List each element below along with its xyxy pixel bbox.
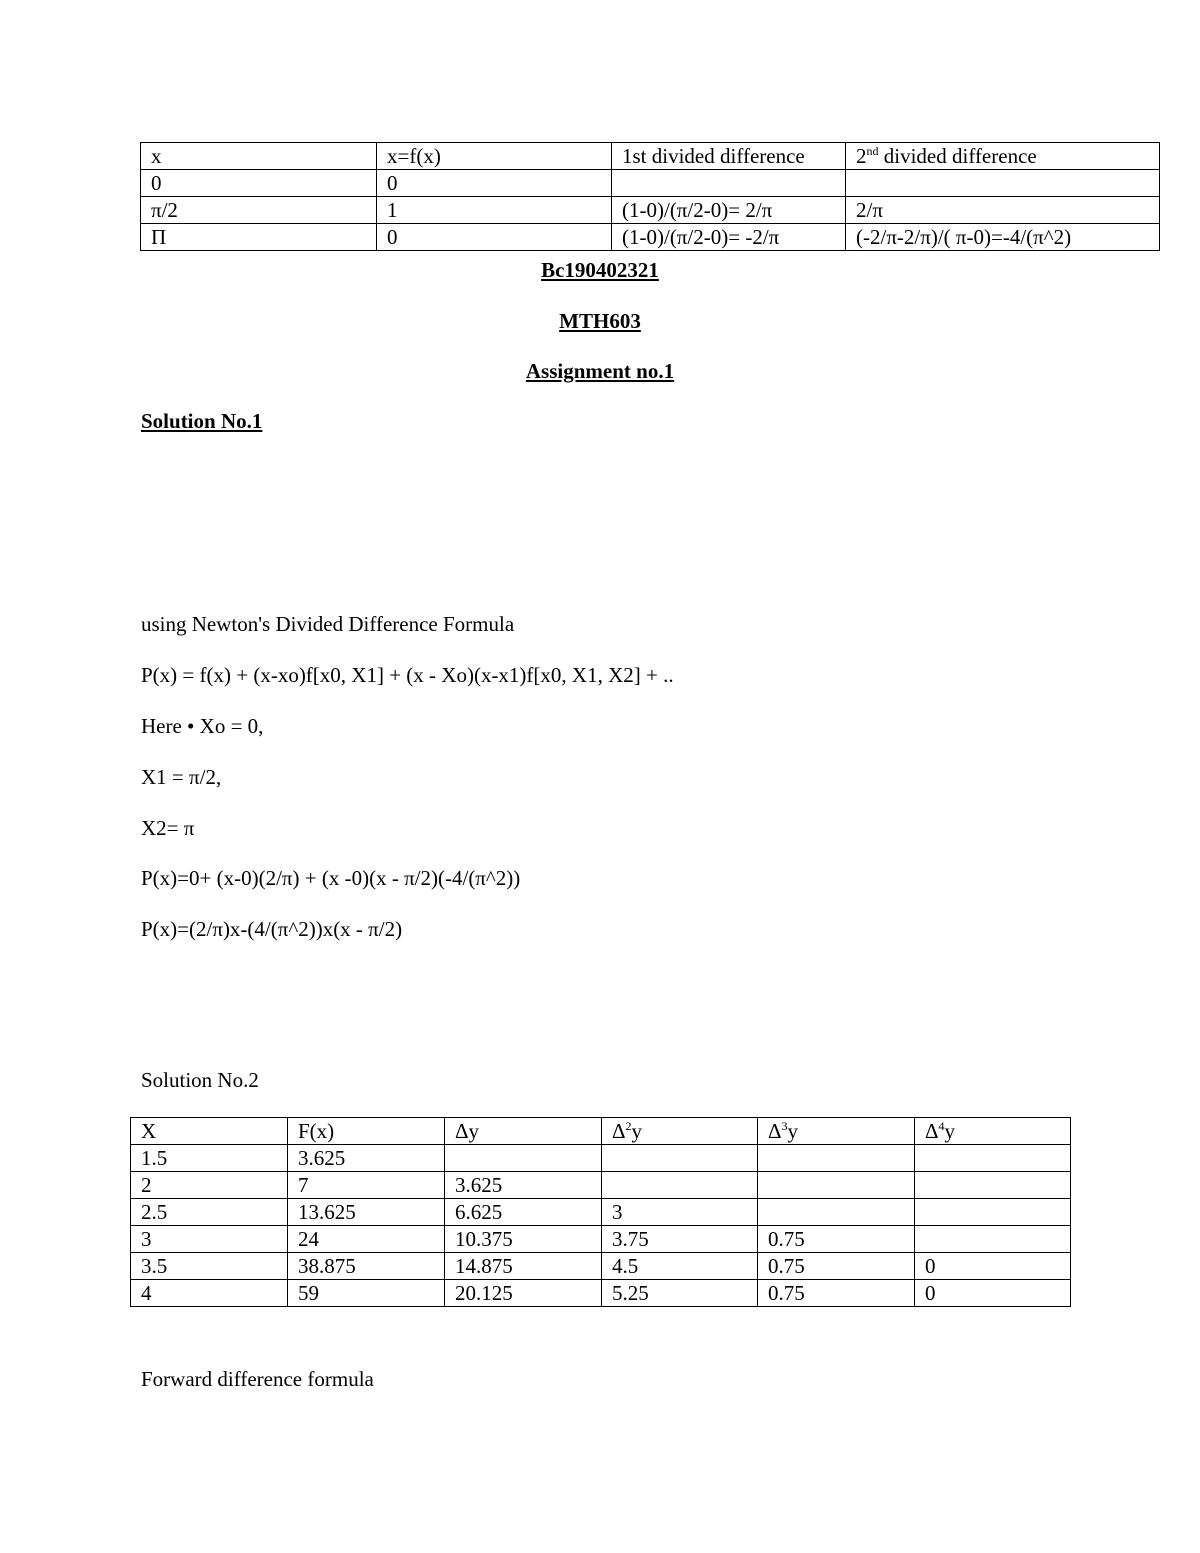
table-cell: 38.875 — [288, 1253, 445, 1280]
table-cell: π/2 — [141, 197, 377, 224]
table-cell: 0.75 — [758, 1253, 915, 1280]
formula-line: X2= π — [141, 816, 195, 840]
forward-difference-heading: Forward difference formula — [141, 1367, 374, 1391]
table-row — [141, 197, 1160, 224]
course-code: MTH603 — [559, 309, 641, 333]
header-cell — [758, 1118, 915, 1145]
formula-line: Here • Xo = 0, — [141, 714, 264, 738]
table-cell — [915, 1199, 1071, 1226]
student-id: Bc190402321 — [541, 258, 659, 282]
table-cell — [758, 1145, 915, 1172]
table-cell: 3 — [602, 1199, 758, 1226]
table-cell — [915, 1172, 1071, 1199]
table-cell: Π — [141, 224, 377, 251]
table-cell: 2.5 — [131, 1199, 288, 1226]
formula-line: P(x)=0+ (x-0)(2/π) + (x -0)(x - π/2)(-4/(π^2)) — [141, 866, 521, 890]
table-cell: 20.125 — [445, 1280, 602, 1307]
superscript: 2 — [625, 1119, 632, 1133]
table-cell: 0.75 — [758, 1226, 915, 1253]
table-cell: 6.625 — [445, 1199, 602, 1226]
table-cell: 2 — [131, 1172, 288, 1199]
table-cell: 3.625 — [445, 1172, 602, 1199]
table-row — [141, 224, 1160, 251]
header-cell — [915, 1118, 1071, 1145]
table-cell: 0 — [377, 224, 612, 251]
table-cell — [915, 1226, 1071, 1253]
table-cell: 1.5 — [131, 1145, 288, 1172]
header-cell: x — [141, 143, 377, 170]
table-cell: 1 — [377, 197, 612, 224]
table-cell — [915, 1145, 1071, 1172]
table-cell: 3.5 — [131, 1253, 288, 1280]
header-text: y — [944, 1119, 956, 1143]
table-cell: 59 — [288, 1280, 445, 1307]
table-cell: (-2/π-2/π)/( π-0)=-4/(π^2) — [846, 224, 1160, 251]
table-cell — [602, 1145, 758, 1172]
forward-difference-table — [130, 1117, 1071, 1307]
header-text: 2 — [856, 144, 867, 168]
table-row — [131, 1253, 1071, 1280]
header-cell: x=f(x) — [377, 143, 612, 170]
solution-1-heading: Solution No.1 — [141, 409, 263, 433]
table-row — [141, 170, 1160, 197]
superscript: 3 — [781, 1119, 788, 1133]
table-cell: 5.25 — [602, 1280, 758, 1307]
header-cell: F(x) — [288, 1118, 445, 1145]
table-cell: 14.875 — [445, 1253, 602, 1280]
header-cell — [602, 1118, 758, 1145]
formula-line: X1 = π/2, — [141, 765, 222, 789]
header-text: y — [631, 1119, 643, 1143]
table-cell — [445, 1145, 602, 1172]
assignment-title: Assignment no.1 — [525, 359, 675, 383]
table-header-row — [141, 143, 1160, 170]
table-cell: 24 — [288, 1226, 445, 1253]
table-cell: 4.5 — [602, 1253, 758, 1280]
table-cell — [758, 1199, 915, 1226]
table-cell: 10.375 — [445, 1226, 602, 1253]
table-row — [131, 1226, 1071, 1253]
header-text: Δ — [925, 1119, 939, 1143]
header-cell: 1st divided difference — [612, 143, 846, 170]
table-cell — [612, 170, 846, 197]
header-cell: Δy — [445, 1118, 602, 1145]
table-cell: 0 — [915, 1253, 1071, 1280]
table-cell: 3.625 — [288, 1145, 445, 1172]
table-cell — [758, 1172, 915, 1199]
table-cell — [846, 170, 1160, 197]
table-row — [131, 1280, 1071, 1307]
table-cell: 3.75 — [602, 1226, 758, 1253]
table-cell: 0 — [915, 1280, 1071, 1307]
table-cell: 4 — [131, 1280, 288, 1307]
header-text: Δ — [768, 1119, 782, 1143]
table-row — [131, 1145, 1071, 1172]
header-text: y — [787, 1119, 799, 1143]
table-cell: 3 — [131, 1226, 288, 1253]
table-cell — [602, 1172, 758, 1199]
divided-difference-table — [140, 142, 1160, 251]
table-cell: 0 — [141, 170, 377, 197]
header-text: Δ — [612, 1119, 626, 1143]
formula-line: P(x) = f(x) + (x-xo)f[x0, X1] + (x - Xo)(x-x1)f[x0, X1, X2] + .. — [141, 663, 674, 687]
table-header-row — [131, 1118, 1071, 1145]
table-cell: 7 — [288, 1172, 445, 1199]
superscript: nd — [866, 144, 879, 158]
formula-intro: using Newton's Divided Difference Formula — [141, 612, 515, 636]
table-row — [131, 1172, 1071, 1199]
table-cell: 0.75 — [758, 1280, 915, 1307]
solution-2-heading: Solution No.2 — [141, 1068, 259, 1092]
superscript: 4 — [938, 1119, 945, 1133]
table-cell: 2/π — [846, 197, 1160, 224]
header-cell — [846, 143, 1160, 170]
table-cell: (1-0)/(π/2-0)= -2/π — [612, 224, 846, 251]
table-cell: 13.625 — [288, 1199, 445, 1226]
table-cell: (1-0)/(π/2-0)= 2/π — [612, 197, 846, 224]
table-row — [131, 1199, 1071, 1226]
table-cell: 0 — [377, 170, 612, 197]
header-text: divided difference — [878, 144, 1037, 168]
header-cell: X — [131, 1118, 288, 1145]
formula-line: P(x)=(2/π)x-(4/(π^2))x(x - π/2) — [141, 917, 403, 941]
